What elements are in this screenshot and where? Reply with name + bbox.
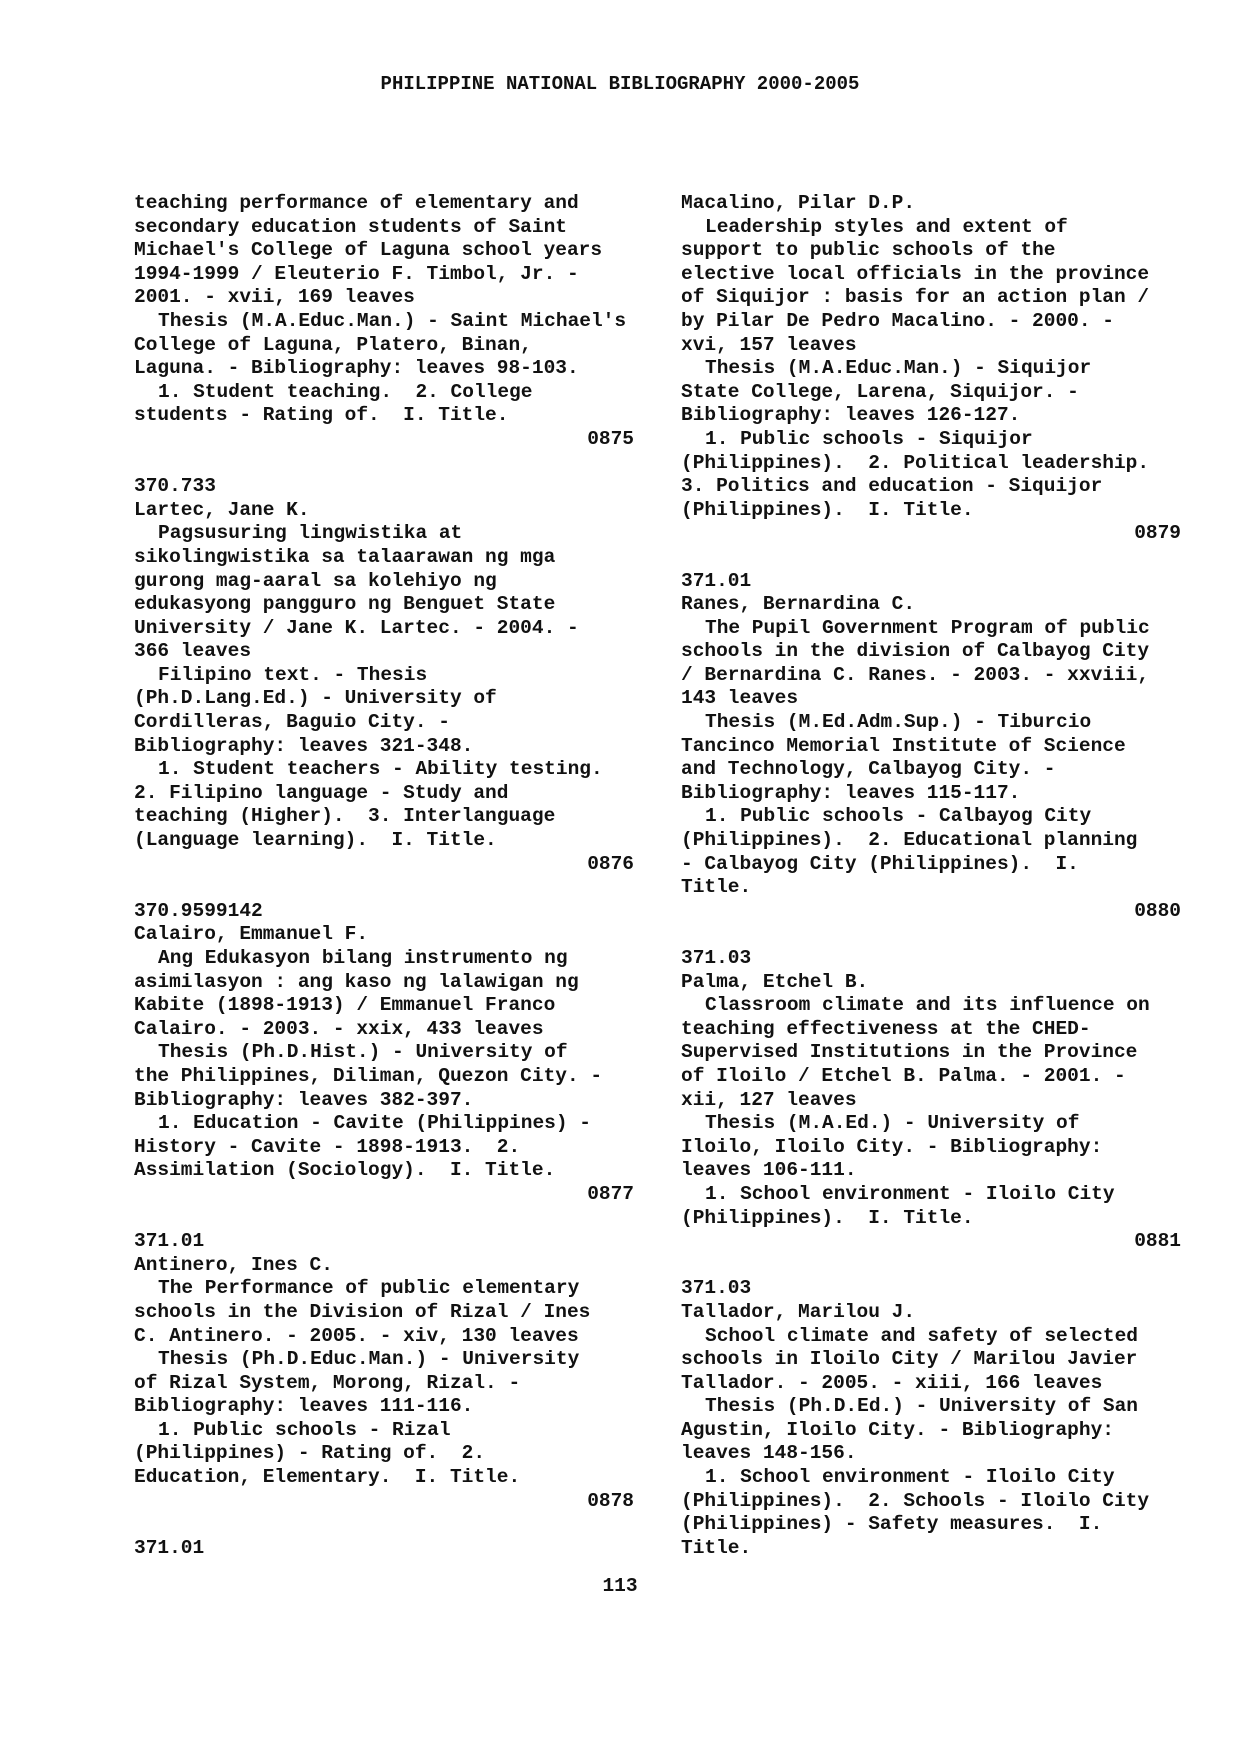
- entry-line: schools in the Division of Rizal / Ines: [134, 1300, 591, 1323]
- entry-line: and Technology, Calbayog City. -: [681, 758, 1056, 781]
- entry-line: Iloilo, Iloilo City. - Bibliography:: [681, 1135, 1103, 1158]
- entry-line: College of Laguna, Platero, Binan,: [134, 333, 532, 356]
- entry-line: Calairo. - 2003. - xxix, 433 leaves: [134, 1017, 544, 1040]
- entry-line: Bibliography: leaves 382-397.: [134, 1088, 474, 1111]
- entry-line: Bibliography: leaves 111-116.: [134, 1395, 474, 1418]
- entry-line: 371.01: [134, 1536, 205, 1559]
- entry-line: Kabite (1898-1913) / Emmanuel Franco: [134, 994, 556, 1017]
- entry-line: Lartec, Jane K.: [134, 498, 310, 521]
- right-column: [681, 192, 1181, 1560]
- entry-line: 1. School environment - Iloilo City: [705, 1182, 1115, 1205]
- entry-line: 371.03: [681, 1277, 752, 1300]
- entry-spacer: [681, 923, 1181, 947]
- entry-line: - Calbayog City (Philippines). I.: [681, 852, 1079, 875]
- entry-number: 0878: [587, 1489, 634, 1512]
- entry-line: of Siquijor : basis for an action plan /: [681, 286, 1150, 309]
- entry-line: teaching (Higher). 3. Interlanguage: [134, 805, 556, 828]
- entry-line: gurong mag-aaral sa kolehiyo ng: [134, 569, 497, 592]
- entry-line: 366 leaves: [134, 640, 252, 663]
- entry-line: 371.03: [681, 947, 752, 969]
- entry-line: Filipino text. - Thesis: [158, 663, 428, 686]
- entry-line: C. Antinero. - 2005. - xiv, 130 leaves: [134, 1324, 579, 1347]
- entry-line: Antinero, Ines C.: [134, 1253, 333, 1276]
- entry-line: schools in Iloilo City / Marilou Javier: [681, 1348, 1138, 1371]
- left-column: [134, 192, 634, 1560]
- entry-line: (Philippines) - Rating of. 2.: [134, 1442, 486, 1465]
- entry-line: teaching effectiveness at the CHED-: [681, 1017, 1091, 1040]
- entry-line: (Philippines). 2. Educational planning: [681, 829, 1138, 852]
- entry-line: Tancinco Memorial Institute of Science: [681, 734, 1126, 757]
- entry-line: 1. Public schools - Rizal: [158, 1418, 451, 1441]
- entry-line: Ang Edukasyon bilang instrumento ng: [158, 947, 568, 969]
- entry-line: schools in the division of Calbayog City: [681, 640, 1150, 663]
- entry-line: 1. Public schools - Siquijor: [705, 427, 1033, 450]
- entry-line: Title.: [681, 876, 752, 899]
- entry-line: Thesis (Ph.D.Ed.) - University of San: [705, 1395, 1138, 1418]
- entry-line: Bibliography: leaves 115-117.: [681, 781, 1021, 804]
- entry-line: History - Cavite - 1898-1913. 2.: [134, 1135, 521, 1158]
- entry-line: 2001. - xvii, 169 leaves: [134, 286, 415, 309]
- entry-number: 0879: [1134, 522, 1181, 545]
- entry-number: 0880: [1134, 899, 1181, 922]
- entry-line: Calairo, Emmanuel F.: [134, 923, 369, 946]
- entry-line: Thesis (M.A.Educ.Man.) - Saint Michael's: [158, 309, 627, 332]
- entry-spacer: [134, 1207, 634, 1231]
- entry-line: (Ph.D.Lang.Ed.) - University of: [134, 687, 497, 710]
- entry-line: Education, Elementary. I. Title.: [134, 1466, 521, 1489]
- entry-line: 1. Student teaching. 2. College: [158, 380, 533, 403]
- entry-line: Michael's College of Laguna school years: [134, 239, 603, 262]
- entry-line: State College, Larena, Siquijor. -: [681, 380, 1079, 403]
- entry-line: Ranes, Bernardina C.: [681, 593, 916, 616]
- entry-line: Tallador. - 2005. - xiii, 166 leaves: [681, 1371, 1103, 1394]
- entry-line: Thesis (M.Ed.Adm.Sup.) - Tiburcio: [705, 711, 1092, 734]
- entry-line: 1. Public schools - Calbayog City: [705, 805, 1092, 828]
- entry-line: Leadership styles and extent of: [705, 215, 1068, 238]
- entry-line: 370.9599142: [134, 899, 263, 922]
- entry-line: 371.01: [134, 1230, 205, 1253]
- entry-line: Tallador, Marilou J.: [681, 1300, 916, 1323]
- entry-line: Thesis (M.A.Ed.) - University of: [705, 1112, 1080, 1135]
- entry-line: 1994-1999 / Eleuterio F. Timbol, Jr. -: [134, 262, 579, 285]
- entry-line: Thesis (M.A.Educ.Man.) - Siquijor: [705, 357, 1092, 380]
- entry-line: Laguna. - Bibliography: leaves 98-103.: [134, 357, 579, 380]
- entry-line: leaves 148-156.: [681, 1442, 857, 1465]
- entry-line: Bibliography: leaves 321-348.: [134, 734, 474, 757]
- entry-line: 1. School environment - Iloilo City: [705, 1466, 1115, 1489]
- entry-line: of Iloilo / Etchel B. Palma. - 2001. -: [681, 1064, 1126, 1087]
- entry-number: 0877: [587, 1182, 634, 1205]
- entry-line: (Philippines). 2. Political leadership.: [681, 451, 1150, 474]
- entry-spacer: [681, 546, 1181, 570]
- entry-line: xvi, 157 leaves: [681, 333, 857, 356]
- entry-line: Thesis (Ph.D.Hist.) - University of: [158, 1041, 568, 1064]
- entry-number: 0876: [587, 852, 634, 875]
- entry-line: Classroom climate and its influence on: [705, 994, 1150, 1017]
- entry-line: Bibliography: leaves 126-127.: [681, 404, 1021, 427]
- entry-line: leaves 106-111.: [681, 1159, 857, 1182]
- entry-line: 371.01: [681, 569, 752, 592]
- entry-line: University / Jane K. Lartec. - 2004. -: [134, 616, 579, 639]
- entry-line: (Philippines). I. Title.: [681, 498, 974, 521]
- entry-line: teaching performance of elementary and: [134, 192, 579, 214]
- entry-line: sikolingwistika sa talaarawan ng mga: [134, 545, 556, 568]
- entry-line: Assimilation (Sociology). I. Title.: [134, 1159, 556, 1182]
- entry-number: 0875: [587, 427, 634, 450]
- entry-line: 370.733: [134, 475, 216, 498]
- entry-line: Agustin, Iloilo City. - Bibliography:: [681, 1418, 1114, 1441]
- entry-line: Title.: [681, 1536, 752, 1559]
- entry-line: 1. Education - Cavite (Philippines) -: [158, 1112, 591, 1135]
- entry-line: the Philippines, Diliman, Quezon City. -: [134, 1064, 603, 1087]
- entry-line: The Performance of public elementary: [158, 1277, 580, 1300]
- entry-line: (Philippines). 2. Schools - Iloilo City: [681, 1489, 1150, 1512]
- entry-line: 3. Politics and education - Siquijor: [681, 475, 1103, 498]
- page-number: 113: [602, 1575, 638, 1597]
- entry-line: Pagsusuring lingwistika at: [158, 522, 463, 545]
- entry-line: Palma, Etchel B.: [681, 970, 869, 993]
- entry-line: (Philippines). I. Title.: [681, 1206, 974, 1229]
- entry-line: secondary education students of Saint: [134, 215, 567, 238]
- entry-line: Supervised Institutions in the Province: [681, 1041, 1138, 1064]
- entry-line: students - Rating of. I. Title.: [134, 404, 509, 427]
- entry-line: 2. Filipino language - Study and: [134, 781, 509, 804]
- entry-spacer: [134, 452, 634, 476]
- entry-line: Thesis (Ph.D.Educ.Man.) - University: [158, 1348, 580, 1371]
- entry-line: The Pupil Government Program of public: [705, 616, 1150, 639]
- entry-spacer: [134, 1513, 634, 1537]
- entry-line: 143 leaves: [681, 687, 799, 710]
- entry-line: elective local officials in the province: [681, 262, 1150, 285]
- entry-line: of Rizal System, Morong, Rizal. -: [134, 1371, 521, 1394]
- entry-line: 1. Student teachers - Ability testing.: [158, 758, 603, 781]
- entry-number: 0881: [1134, 1230, 1181, 1253]
- entry-line: School climate and safety of selected: [705, 1324, 1138, 1347]
- entry-line: asimilasyon : ang kaso ng lalawigan ng: [134, 970, 579, 993]
- entry-spacer: [681, 1254, 1181, 1278]
- entry-line: (Philippines) - Safety measures. I.: [681, 1513, 1103, 1536]
- entry-line: (Language learning). I. Title.: [134, 829, 497, 852]
- entry-line: Cordilleras, Baguio City. -: [134, 711, 450, 734]
- entry-line: by Pilar De Pedro Macalino. - 2000. -: [681, 309, 1114, 332]
- entry-spacer: [134, 876, 634, 900]
- entry-line: support to public schools of the: [681, 239, 1056, 262]
- entry-line: edukasyong pangguro ng Benguet State: [134, 593, 556, 616]
- page-header: PHILIPPINE NATIONAL BIBLIOGRAPHY 2000-2005: [380, 73, 860, 95]
- entry-line: Macalino, Pilar D.P.: [681, 192, 916, 214]
- entry-line: / Bernardina C. Ranes. - 2003. - xxviii,: [681, 663, 1150, 686]
- entry-line: xii, 127 leaves: [681, 1088, 857, 1111]
